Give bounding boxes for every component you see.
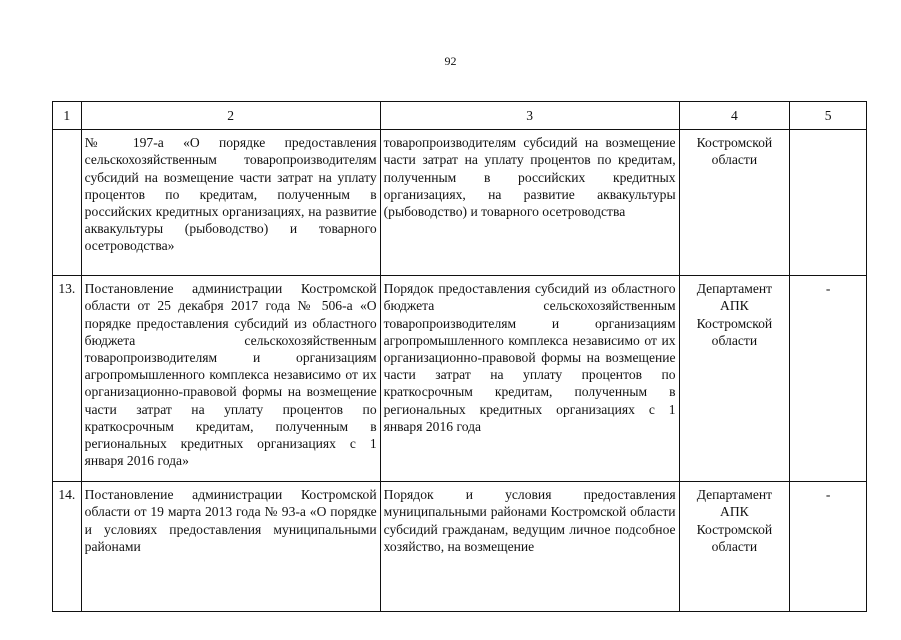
document-cell	[81, 482, 380, 612]
row-number: 13.	[53, 276, 82, 482]
row-number	[53, 130, 82, 276]
document-cell: Постановление администрации Костромской области от 25 декабря 2017 года № 506-а «О порядке предоставления субсидий из областного бюджета сельскохозяйственным товаропроизводителям и организациям агропромышленного комплекса независимо от их организационно-правовой формы на возмещение части затрат на уплату процентов по краткосрочным кредитам, полученным в региональных кредитных организациях с 1 января 2016 года»	[81, 276, 380, 482]
document-table	[52, 101, 867, 612]
header-cell-3: 3	[380, 102, 679, 130]
table-row	[53, 130, 867, 276]
row-number: 14.	[53, 482, 82, 612]
header-cell-2: 2	[81, 102, 380, 130]
header-cell-1: 1	[53, 102, 82, 130]
agency-cell: Департамент АПК Костромской области	[679, 276, 790, 482]
subject-cell: Порядок предоставления субсидий из областного бюджета сельскохозяйственным товаропроизводителям и организациям агропромышленного комплекса независимо от их организационно-правовой формы на возмещение части затрат на уплату процентов по краткосрочным кредитам, полученным в региональных кредитных организациях с 1 января 2016 года	[380, 276, 679, 482]
note-cell: -	[790, 276, 867, 482]
document-cell: № 197-а «О порядке предоставления сельскохозяйственным товаропроизводителям субсидий на возмещение части затрат на уплату процентов по кредитам, полученным в российских кредитных организациях, на развитие аквакультуры (рыбоводство) и товарного осетроводства»	[81, 130, 380, 276]
subject-cell-text: Порядок и условия предоставления муниципальными районами Костромской области субсидий гражданам, ведущим личное подсобное хозяйство, на возмещение	[383, 487, 676, 554]
subject-cell: товаропроизводителям субсидий на возмещение части затрат на уплату процентов по кредитам, полученным в российских кредитных организациях, на развитие аквакультуры (рыбоводство) и товарного осетроводства	[380, 130, 679, 276]
page-number: 92	[444, 54, 457, 68]
table-row	[53, 276, 867, 482]
table-header-row	[53, 102, 867, 130]
subject-cell	[380, 482, 679, 612]
note-cell: -	[790, 482, 867, 612]
header-cell-4: 4	[679, 102, 790, 130]
header-cell-5: 5	[790, 102, 867, 130]
agency-cell: Костромской области	[679, 130, 790, 276]
document-cell-text: Постановление администрации Костромской области от 19 марта 2013 года № 93-а «О порядке и условиях предоставления муниципальными районами	[84, 487, 377, 554]
agency-cell: Департамент АПК Костромской области	[679, 482, 790, 612]
note-cell	[790, 130, 867, 276]
table-row	[53, 482, 867, 612]
